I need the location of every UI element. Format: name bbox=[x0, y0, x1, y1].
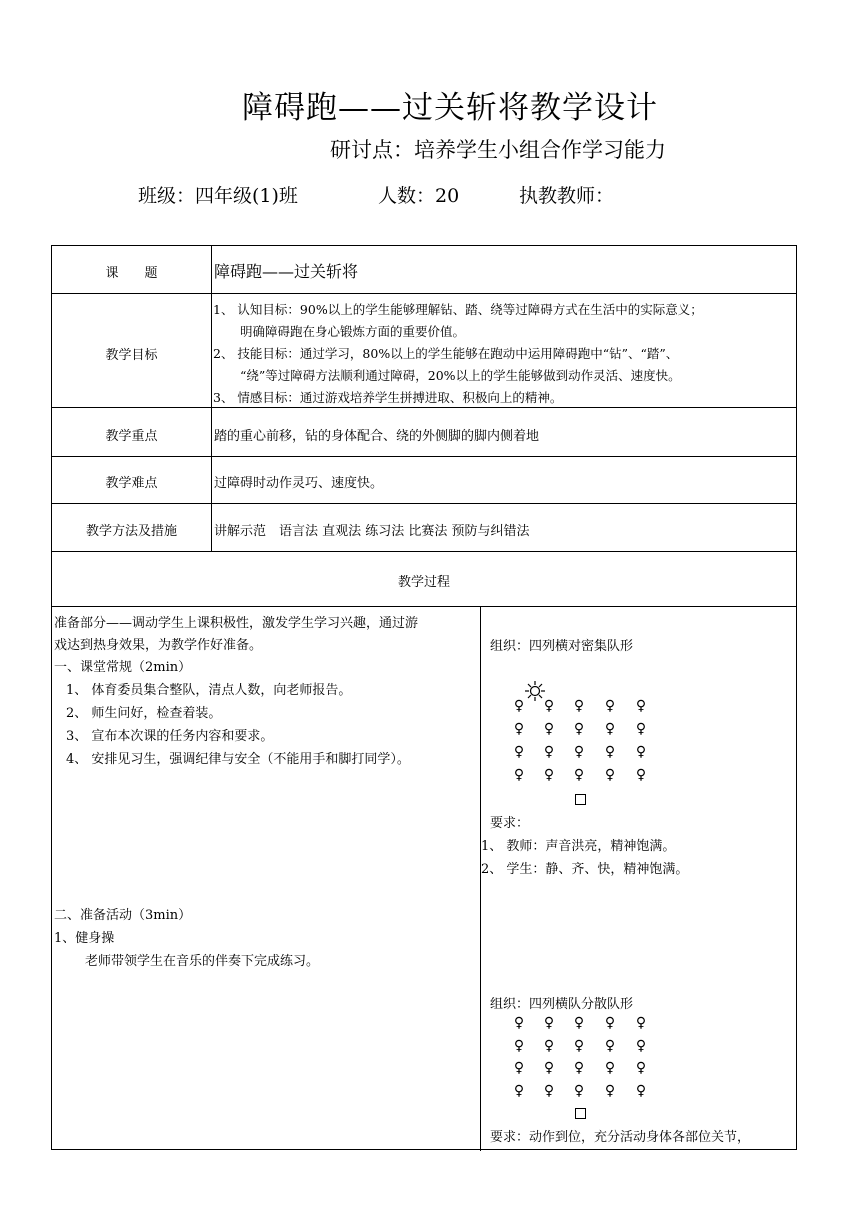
student-figure-icon: ♀ bbox=[635, 721, 647, 737]
class-info: 班级：四年级(1)班 bbox=[138, 185, 298, 207]
warmup-subtitle: 1、健身操 bbox=[54, 931, 115, 946]
student-figure-icon: ♀ bbox=[543, 721, 555, 737]
student-figure-icon: ♀ bbox=[513, 1082, 525, 1099]
key-points-value: 踏的重心前移，钻的身体配合、绕的外侧脚的脚内侧着地 bbox=[214, 429, 540, 444]
section-title: 一、课堂常规（2min） bbox=[54, 660, 192, 675]
routine-item: 1、 体育委员集合整队，清点人数，向老师报告。 bbox=[66, 683, 352, 698]
teacher-position-marker bbox=[575, 794, 586, 805]
routine-item: 2、 师生问好，检查着装。 bbox=[66, 706, 222, 721]
row-divider bbox=[52, 407, 796, 408]
process-title: 教学过程 bbox=[397, 575, 450, 590]
student-figure-icon: ♀ bbox=[513, 744, 525, 760]
routine-item: 4、 安排见习生，强调纪律与安全（不能用手和脚打同学）。 bbox=[66, 752, 410, 767]
goal-line: 明确障碍跑在身心锻炼方面的重要价值。 bbox=[240, 324, 466, 339]
student-figure-icon: ♀ bbox=[635, 698, 647, 714]
difficulty-label: 教学难点 bbox=[105, 476, 158, 491]
student-figure-icon: ♀ bbox=[543, 744, 555, 760]
section-title: 二、准备活动（3min） bbox=[54, 908, 192, 923]
student-figure-icon: ♀ bbox=[604, 1082, 616, 1099]
warmup-description: 老师带领学生在音乐的伴奏下完成练习。 bbox=[85, 954, 320, 969]
student-figure-icon: ♀ bbox=[573, 1037, 585, 1054]
student-figure-icon: ♀ bbox=[513, 1037, 525, 1054]
student-figure-icon: ♀ bbox=[604, 1015, 616, 1031]
student-figure-icon: ♀ bbox=[573, 1060, 585, 1076]
student-figure-icon: ♀ bbox=[543, 1060, 555, 1076]
student-figure-icon: ♀ bbox=[543, 767, 555, 783]
student-figure-icon: ♀ bbox=[604, 721, 616, 737]
difficulty-value: 过障碍时动作灵巧、速度快。 bbox=[214, 476, 384, 491]
row-divider bbox=[52, 293, 796, 294]
student-figure-icon: ♀ bbox=[635, 1082, 647, 1099]
goals-label: 教学目标 bbox=[105, 348, 158, 363]
goal-line: 2、 技能目标：通过学习，80%以上的学生能够在跑动中运用障碍跑中“钻”、“踏”、 bbox=[213, 346, 679, 361]
student-figure-icon: ♀ bbox=[543, 1015, 555, 1031]
student-figure-icon: ♀ bbox=[604, 698, 616, 714]
student-figure-icon: ♀ bbox=[573, 744, 585, 760]
student-figure-icon: ♀ bbox=[543, 698, 555, 714]
page-title: 障碍跑——过关斩将教学设计 bbox=[242, 90, 658, 126]
requirement-item: 2、 学生：静、齐、快，精神饱满。 bbox=[481, 862, 689, 877]
student-figure-icon: ♀ bbox=[573, 1082, 585, 1099]
column-divider bbox=[211, 246, 212, 551]
lesson-plan-table bbox=[51, 245, 797, 1150]
student-figure-icon: ♀ bbox=[513, 721, 525, 737]
student-figure-icon: ♀ bbox=[573, 698, 585, 714]
student-figure-icon: ♀ bbox=[513, 767, 525, 783]
organization-label: 组织：四列横对密集队形 bbox=[490, 639, 634, 654]
requirement-item: 1、 教师：声音洪亮，精神饱满。 bbox=[481, 839, 676, 854]
goal-line: “绕”等过障碍方法顺利通过障碍，20%以上的学生能够做到动作灵活、速度快。 bbox=[240, 368, 681, 383]
methods-value: 讲解示范 语言法 直观法 练习法 比赛法 预防与纠错法 bbox=[214, 524, 530, 539]
organization-label: 组织：四列横队分散队形 bbox=[490, 997, 634, 1012]
prep-intro-line: 准备部分——调动学生上课积极性，激发学生学习兴趣，通过游 bbox=[54, 616, 419, 631]
student-figure-icon: ♀ bbox=[635, 1060, 647, 1076]
student-figure-icon: ♀ bbox=[635, 1037, 647, 1054]
requirement-title: 要求： bbox=[490, 816, 530, 831]
teacher-position-marker bbox=[575, 1108, 586, 1119]
student-figure-icon: ♀ bbox=[635, 1015, 647, 1031]
teacher-info: 执教教师： bbox=[519, 185, 615, 207]
student-figure-icon: ♀ bbox=[604, 744, 616, 760]
column-divider bbox=[480, 606, 481, 1151]
prep-intro-line: 戏达到热身效果，为教学作好准备。 bbox=[54, 638, 263, 653]
topic-value: 障碍跑——过关斩将 bbox=[214, 262, 359, 281]
student-figure-icon: ♀ bbox=[604, 1060, 616, 1076]
student-figure-icon: ♀ bbox=[604, 767, 616, 783]
student-figure-icon: ♀ bbox=[573, 1015, 585, 1031]
student-figure-icon: ♀ bbox=[513, 698, 525, 714]
student-figure-icon: ♀ bbox=[604, 1037, 616, 1054]
student-figure-icon: ♀ bbox=[513, 1015, 525, 1031]
row-divider bbox=[52, 606, 796, 607]
routine-item: 3、 宣布本次课的任务内容和要求。 bbox=[66, 729, 274, 744]
student-figure-icon: ♀ bbox=[543, 1037, 555, 1054]
goal-line: 1、 认知目标：90%以上的学生能够理解钻、踏、绕等过障碍方式在生活中的实际意义； bbox=[213, 302, 703, 317]
page-subtitle: 研讨点：培养学生小组合作学习能力 bbox=[330, 138, 666, 162]
topic-label: 课 题 bbox=[105, 266, 158, 281]
student-figure-icon: ♀ bbox=[573, 721, 585, 737]
student-figure-icon: ♀ bbox=[635, 767, 647, 783]
student-count: 人数：20 bbox=[378, 185, 460, 207]
key-points-label: 教学重点 bbox=[105, 429, 158, 444]
student-figure-icon: ♀ bbox=[635, 744, 647, 760]
student-figure-icon: ♀ bbox=[573, 767, 585, 783]
row-divider bbox=[52, 456, 796, 457]
requirement-text: 要求：动作到位，充分活动身体各部位关节， bbox=[490, 1130, 751, 1145]
goal-line: 3、 情感目标：通过游戏培养学生拼搏进取、积极向上的精神。 bbox=[213, 390, 563, 405]
student-figure-icon: ♀ bbox=[543, 1082, 555, 1099]
row-divider bbox=[52, 503, 796, 504]
student-figure-icon: ♀ bbox=[513, 1060, 525, 1076]
methods-label: 教学方法及措施 bbox=[85, 524, 177, 539]
row-divider bbox=[52, 551, 796, 552]
